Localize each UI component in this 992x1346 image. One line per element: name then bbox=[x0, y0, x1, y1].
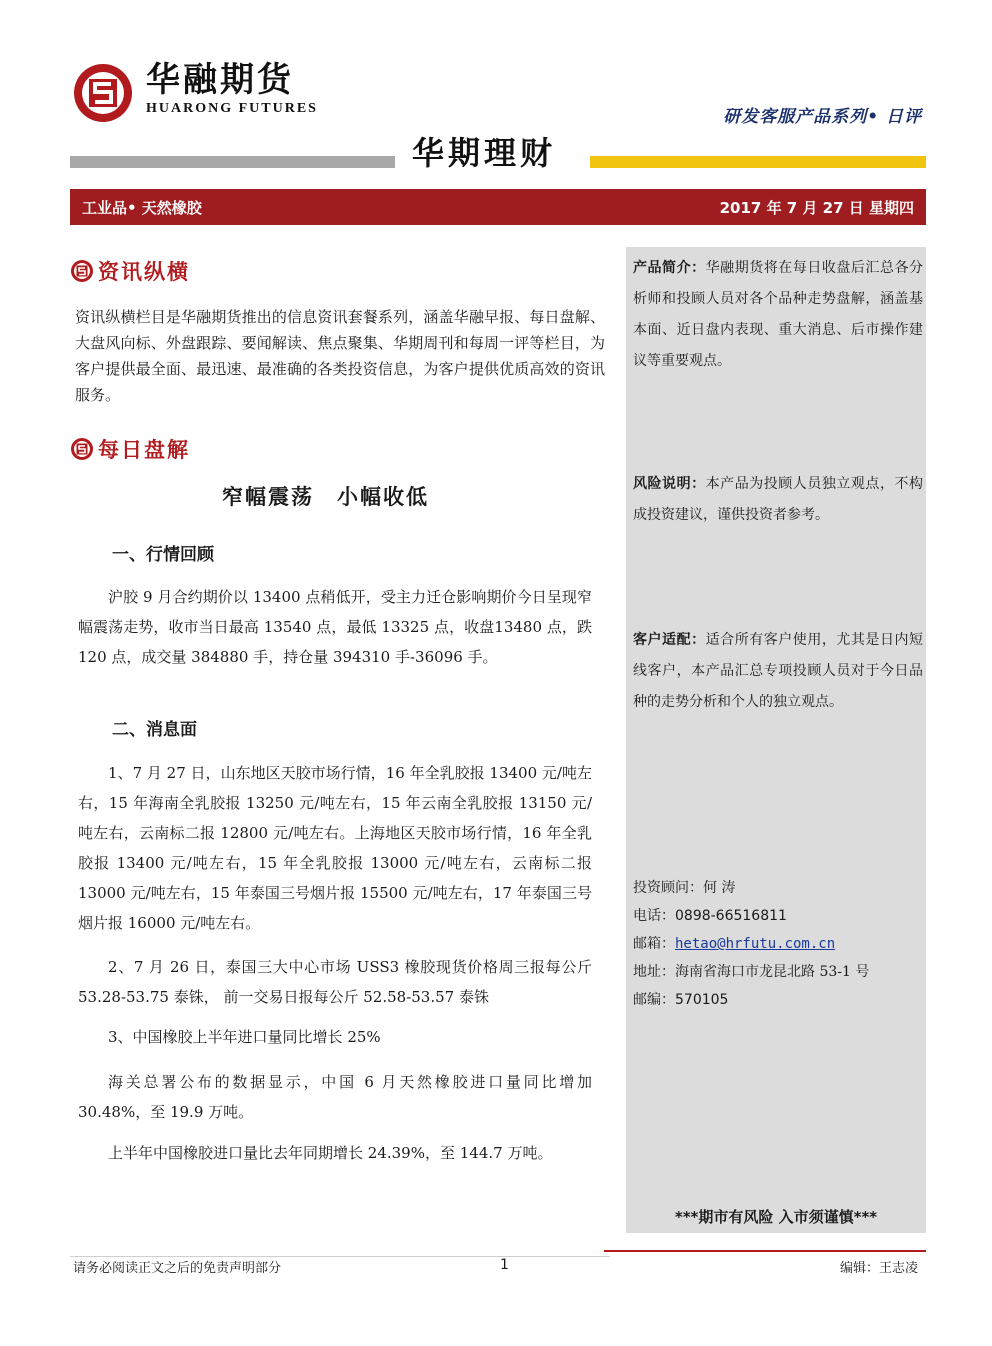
address-text: 海南省海口市龙昆北路 53-1 号 bbox=[675, 964, 870, 980]
news-intro-text: 资讯纵横栏目是华融期货推出的信息资讯套餐系列，涵盖华融早报、每日盘解、大盘风向标、外盘跟踪、要闻解读、焦点聚集、华期周刊和每周一评等栏目，为客户提供最全面、最迅速、最准确的各类投资信息，为客户提供优质高效的资讯服务。 bbox=[75, 308, 605, 404]
news-item-1: 1、7 月 27 日，山东地区天胶市场行情，16 年全乳胶报 13400 元/吨左右，15 年海南全乳胶报 13250 元/吨左右，15 年云南全乳胶报 13150 元/吨左右，云南标二报 12800 元/吨左右。上海地区天胶市场行情，16 年全乳胶报 13400 元/吨左右，15 年全乳胶报 13000 元/吨左右，云南标二报 13000 元/吨左右，15 年泰国三号烟片报 15500 元/吨左右，17 年泰国三号烟片报 16000 元/吨左右。 bbox=[78, 764, 592, 932]
section-daily-header bbox=[70, 434, 190, 464]
masthead-yellow-bar bbox=[590, 156, 926, 168]
page-number: 1 bbox=[500, 1257, 509, 1273]
contact-block bbox=[633, 874, 869, 1014]
masthead-title: 华期理财 bbox=[412, 134, 557, 172]
email-row bbox=[633, 930, 869, 958]
postcode-number: 570105 bbox=[675, 992, 729, 1008]
market-review-body bbox=[78, 582, 592, 672]
news-item-5: 上半年中国橡胶进口量比去年同期增长 24.39%，至 144.7 万吨。 bbox=[108, 1144, 553, 1162]
footer-red-line bbox=[604, 1250, 926, 1252]
news-body-5 bbox=[78, 1138, 592, 1168]
section-news-title: 资讯纵横 bbox=[98, 260, 190, 284]
news-body-4 bbox=[78, 1067, 592, 1127]
sidebar-product-intro bbox=[633, 253, 923, 377]
phone-number: 0898-66516811 bbox=[675, 908, 787, 924]
masthead-gray-bar bbox=[70, 156, 395, 168]
news-intro bbox=[75, 304, 605, 408]
news-body bbox=[78, 758, 592, 938]
advisor-row bbox=[633, 874, 869, 902]
news-body-3 bbox=[78, 1022, 592, 1052]
intro-label: 产品简介： bbox=[633, 260, 706, 276]
risk-warning: ***期市有风险 入市须谨慎*** bbox=[674, 1208, 878, 1226]
brand-mark-icon bbox=[70, 437, 94, 461]
advisor-name: 何 涛 bbox=[703, 880, 736, 896]
sidebar-risk bbox=[633, 469, 923, 531]
brand-name-en: HUARONG FUTURES bbox=[146, 101, 318, 116]
huarong-logo-icon bbox=[72, 62, 134, 124]
postcode-label: 邮编： bbox=[633, 992, 675, 1008]
section-news-header bbox=[70, 256, 190, 286]
phone-label: 电话： bbox=[633, 908, 675, 924]
address-label: 地址： bbox=[633, 964, 675, 980]
intro-text: 华融期货将在每日收盘后汇总各分析师和投顾人员对各个品种走势盘解，涵盖基本面、近日盘内表现、重大消息、后市操作建议等重要观点。 bbox=[633, 260, 924, 369]
email-link[interactable]: hetao@hrfutu.com.cn bbox=[675, 936, 836, 952]
product-series-label: 研发客服产品系列• 日评 bbox=[723, 107, 922, 127]
sidebar-client-fit bbox=[633, 625, 923, 718]
brand-mark-icon bbox=[70, 259, 94, 283]
article-title: 窄幅震荡 小幅收低 bbox=[222, 485, 429, 509]
email-label: 邮箱： bbox=[633, 936, 675, 952]
footer-editor: 编辑：王志凌 bbox=[840, 1261, 919, 1276]
postcode-row bbox=[633, 986, 869, 1014]
news-item-2: 2、7 月 26 日，泰国三大中心市场 USS3 橡胶现货价格周三报每公斤 53.28-53.75 泰铢， 前一交易日报每公斤 52.58-53.57 泰铢 bbox=[78, 958, 592, 1006]
phone-row bbox=[633, 902, 869, 930]
category-label: 工业品• 天然橡胶 bbox=[82, 198, 202, 217]
category-banner bbox=[70, 189, 926, 225]
advisor-label: 投资顾问： bbox=[633, 880, 703, 896]
report-date: 2017 年 7 月 27 日 星期四 bbox=[719, 198, 914, 217]
fit-label: 客户适配： bbox=[633, 632, 706, 648]
risk-label: 风险说明： bbox=[633, 476, 706, 492]
fit-text: 适合所有客户使用，尤其是日内短线客户，本产品汇总专项投顾人员对于今日品种的走势分析和个人的独立观点。 bbox=[633, 632, 924, 710]
risk-text: 本产品为投顾人员独立观点，不构成投资建议，谨供投资者参考。 bbox=[633, 476, 924, 523]
market-review-text: 沪胶 9 月合约期价以 13400 点稍低开，受主力迁仓影响期价今日呈现窄幅震荡走势，收市当日最高 13540 点，最低 13325 点，收盘13480 点，跌 120 点，成交量 384880 手，持仓量 394310 手-36096 手。 bbox=[78, 588, 592, 666]
address-row bbox=[633, 958, 869, 986]
sidebar-panel bbox=[626, 247, 926, 1233]
news-item-3: 3、中国橡胶上半年进口量同比增长 25% bbox=[108, 1028, 381, 1046]
brand-name-cn: 华融期货 bbox=[146, 60, 294, 100]
heading-market-review: 一、行情回顾 bbox=[112, 545, 214, 565]
news-item-4: 海关总署公布的数据显示，中国 6 月天然橡胶进口量同比增加 30.48%，至 19.9 万吨。 bbox=[78, 1073, 592, 1121]
news-body-2 bbox=[78, 952, 592, 1012]
section-daily-title: 每日盘解 bbox=[98, 438, 190, 462]
heading-news: 二、消息面 bbox=[112, 720, 197, 740]
footer-disclaimer: 请务必阅读正文之后的免责声明部分 bbox=[73, 1261, 282, 1276]
